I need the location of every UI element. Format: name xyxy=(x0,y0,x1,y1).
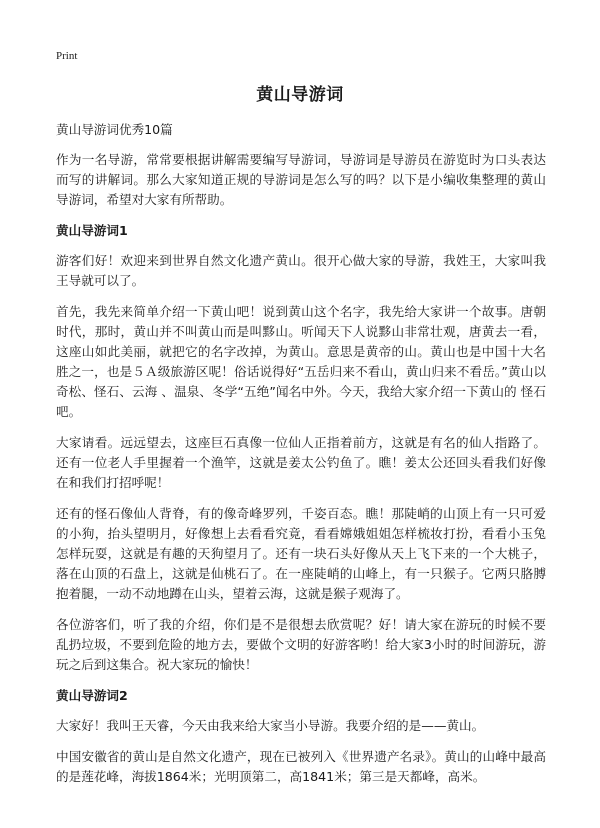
paragraph: 大家请看。远远望去，这座巨石真像一位仙人正指着前方，这就是有名的仙人指路了。还有一位老人手里握着一个渔竿，这就是姜太公钓鱼了。瞧！姜太公还回头看我们好像在和我们打招呼呢！ xyxy=(56,435,546,490)
paragraph: 中国安徽省的黄山是自然文化遗产，现在已被列入《世界遗产名录》。黄山的山峰中最高的是莲花峰，海拔1864米；光明顶第二，高1841米；第三是天都峰，高米。 xyxy=(56,749,546,784)
paragraph: 还有的怪石像仙人背脊，有的像奇峰罗列，千姿百态。瞧！那陡峭的山顶上有一只可爱的小狗，抬头望明月，好像想上去看看究竟，看看嫦娥姐姐怎样梳妆打扮，看看小玉兔怎样玩耍，这就是有趣的天狗望月了。还有一块石头好像从天上飞下来的一个大桃子，落在山顶的石盘上，这就是仙桃石了。在一座陡峭的山峰上，有一只猴子。它两只胳膊抱着腿，一动不动地蹲在山头，望着云海，这就是猴子观海了。 xyxy=(56,506,546,601)
section-heading: 黄山导游词2 xyxy=(56,688,128,703)
paragraph: 大家好！我叫王天睿，今天由我来给大家当小导游。我要介绍的是——黄山。 xyxy=(56,718,485,733)
document-subtitle: 黄山导游词优秀10篇 xyxy=(56,122,173,137)
paragraph: 各位游客们，听了我的介绍，你们是不是很想去欣赏呢？好！请大家在游玩的时候不要乱扔垃圾，不要到危险的地方去，要做个文明的好游客哟！给大家3小时的时间游玩，游玩之后到这集合。祝大家玩的愉快！ xyxy=(56,617,546,672)
document-title: 黄山导游词 xyxy=(256,85,344,105)
paragraph: 首先，我先来简单介绍一下黄山吧！说到黄山这个名字，我先给大家讲一个故事。唐朝时代，那时，黄山并不叫黄山而是叫黟山。听闻天下人说黟山非常壮观，唐黄去一看，这座山如此美丽，就把它的名字改掉，为黄山。意思是黄帝的山。黄山也是中国十大名胜之一，也是５Ａ级旅游区呢！俗话说得好“五岳归来不看山，黄山归来不看岳。”黄山以奇松、怪石、云海 、温泉、冬学“五绝”闻名中外。今天，我给大家介绍一下黄山的 怪石吧。 xyxy=(56,304,546,419)
section-heading: 黄山导游词1 xyxy=(56,223,128,238)
document-body xyxy=(56,120,546,798)
intro-paragraph: 作为一名导游，常常要根据讲解需要编写导游词，导游词是导游员在游览时为口头表达而写的讲解词。那么大家知道正规的导游词是怎么写的吗？以下是小编收集整理的黄山导游词，希望对大家有所帮助。 xyxy=(56,152,546,207)
paragraph: 游客们好！欢迎来到世界自然文化遗产黄山。很开心做大家的导游，我姓王，大家叫我王导就可以了。 xyxy=(56,253,546,288)
print-label[interactable]: Print xyxy=(56,50,78,62)
